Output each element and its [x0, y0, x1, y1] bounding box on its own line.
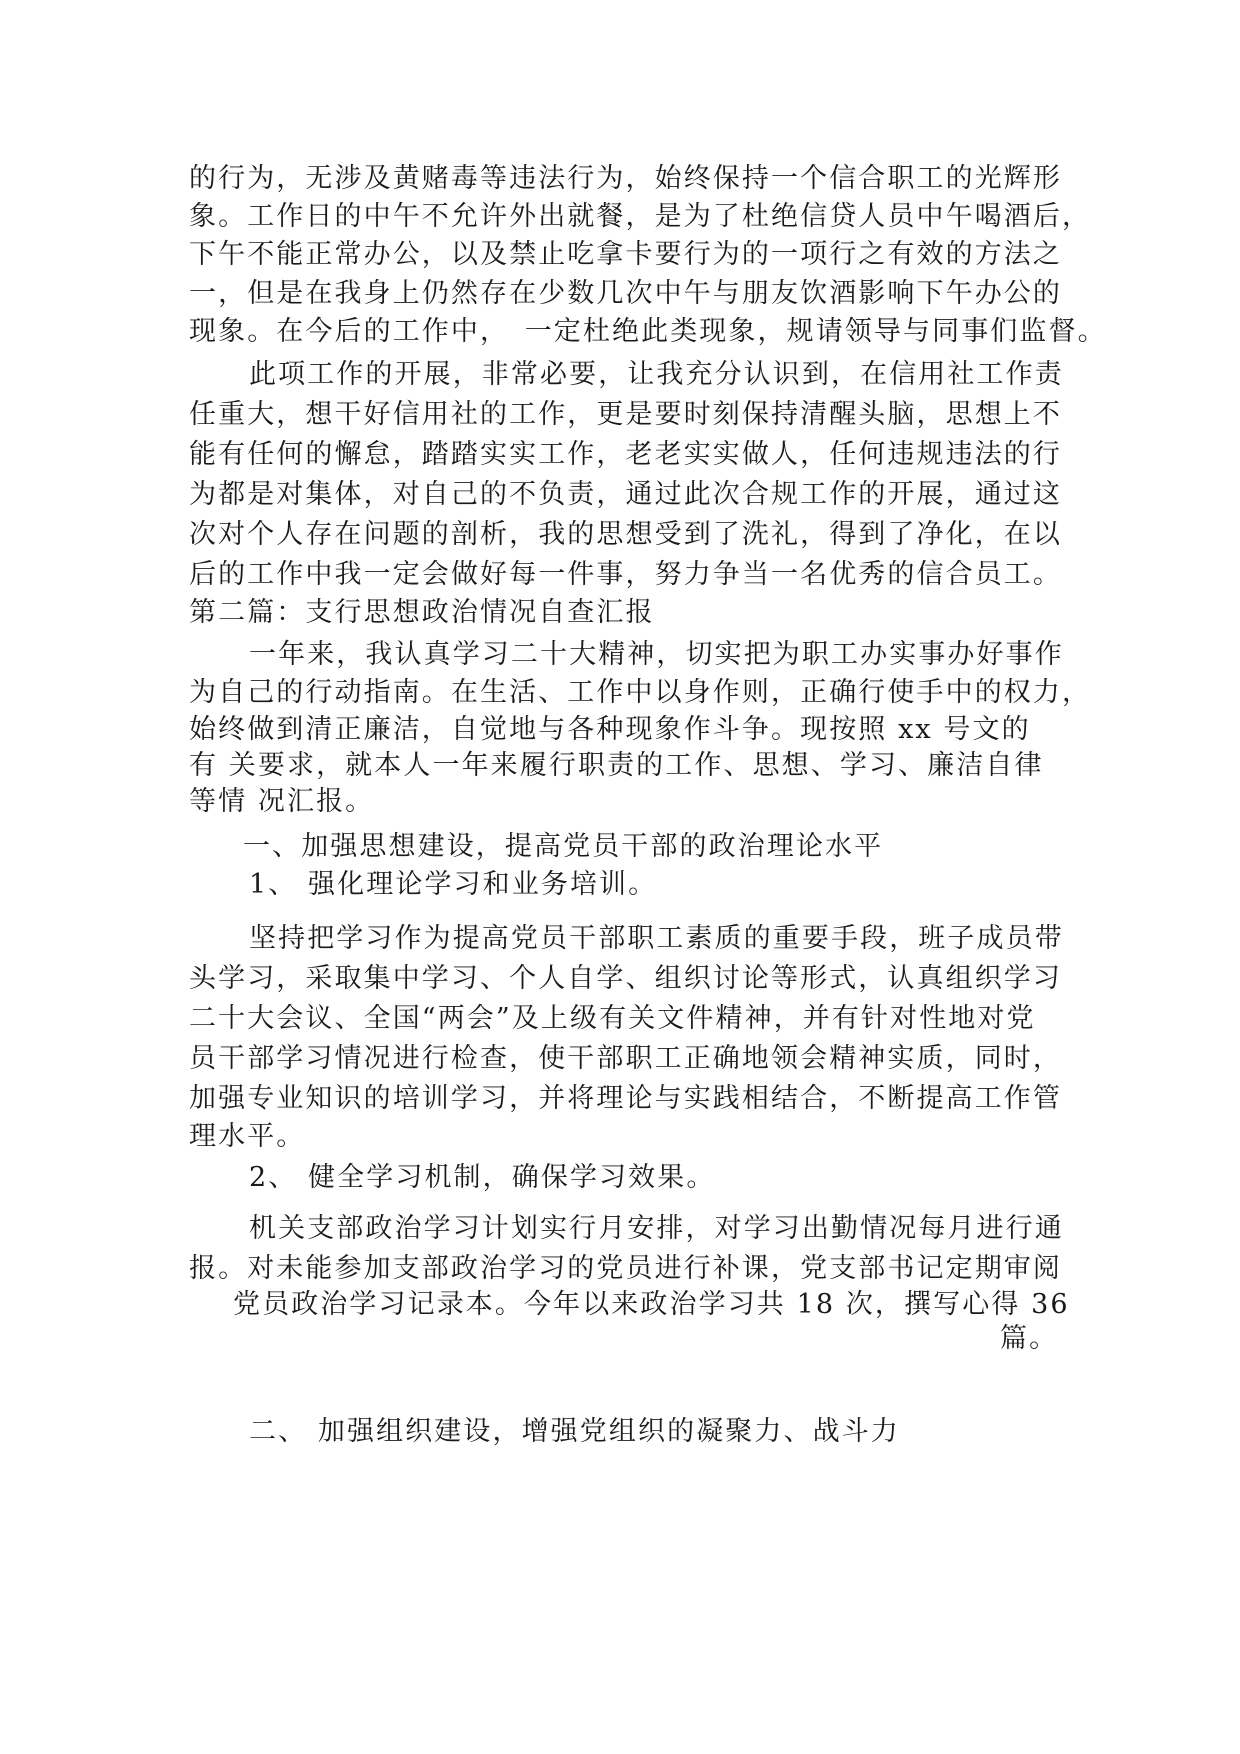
- paragraph-line: 有 关要求，就本人一年来履行职责的工作、思想、学习、廉洁自律: [189, 750, 1044, 781]
- paragraph-line: 为自己的行动指南。在生活、工作中以身作则，正确行使手中的权力，: [189, 677, 1092, 708]
- paragraph-line: 坚持把学习作为提高党员干部职工素质的重要手段，班子成员带: [249, 923, 1064, 954]
- paragraph-line: 次对个人存在问题的剖析，我的思想受到了洗礼，得到了净化，在以: [189, 519, 1062, 550]
- paragraph-line: 此项工作的开展，非常必要，让我充分认识到，在信用社工作责: [249, 359, 1064, 390]
- paragraph-line: 始终做到清正廉洁，自觉地与各种现象作斗争。现按照 xx 号文的: [189, 714, 1031, 745]
- paragraph-line: 任重大，想干好信用社的工作，更是要时刻保持清醒头脑，思想上不: [189, 399, 1062, 430]
- paragraph-line: 篇。: [1000, 1323, 1059, 1354]
- paragraph-line: 象。工作日的中午不允许外出就餐，是为了杜绝信贷人员中午喝酒后，: [189, 201, 1092, 232]
- paragraph-line: 二十大会议、全国“两会”及上级有关文件精神，并有针对性地对党: [189, 1003, 1036, 1034]
- paragraph-line: 报。对未能参加支部政治学习的党员进行补课，党支部书记定期审阅: [189, 1253, 1062, 1284]
- paragraph-line: 下午不能正常办公，以及禁止吃拿卡要行为的一项行之有效的方法之: [189, 239, 1062, 270]
- paragraph-line: 的行为，无涉及黄赌毒等违法行为，始终保持一个信合职工的光辉形: [189, 163, 1062, 194]
- paragraph-line: 一，但是在我身上仍然存在少数几次中午与朋友饮酒影响下午办公的: [189, 278, 1062, 309]
- paragraph-line: 能有任何的懈怠，踏踏实实工作，老老实实做人，任何违规违法的行: [189, 439, 1062, 470]
- numbered-heading: 1、 强化理论学习和业务培训。: [249, 869, 658, 900]
- paragraph-line: 等情 况汇报。: [189, 786, 375, 817]
- paragraph-line: 现象。在今后的工作中， 一定杜绝此类现象，规请领导与同事们监督。: [189, 316, 1107, 347]
- paragraph-line: 后的工作中我一定会做好每一件事，努力争当一名优秀的信合员工。: [189, 559, 1062, 590]
- paragraph-line: 一年来，我认真学习二十大精神，切实把为职工办实事办好事作: [249, 639, 1064, 670]
- paragraph-line: 加强专业知识的培训学习，并将理论与实践相结合，不断提高工作管: [189, 1083, 1062, 1114]
- subsection-heading: 一、加强思想建设，提高党员干部的政治理论水平: [243, 831, 884, 862]
- paragraph-line: 头学习，采取集中学习、个人自学、组织讨论等形式，认真组织学习: [189, 963, 1062, 994]
- paragraph-line: 员干部学习情况进行检查，使干部职工正确地领会精神实质，同时，: [189, 1043, 1062, 1074]
- paragraph-line: 为都是对集体，对自己的不负责，通过此次合规工作的开展，通过这: [189, 479, 1062, 510]
- section-heading: 第二篇：支行思想政治情况自查汇报: [189, 597, 655, 628]
- paragraph-line: 理水平。: [189, 1121, 306, 1152]
- paragraph-line: 机关支部政治学习计划实行月安排，对学习出勤情况每月进行通: [249, 1213, 1064, 1244]
- subsection-heading: 二、 加强组织建设，增强党组织的凝聚力、战斗力: [249, 1416, 900, 1447]
- paragraph-line: 党员政治学习记录本。今年以来政治学习共 18 次，撰写心得 36: [233, 1289, 1070, 1320]
- numbered-heading: 2、 健全学习机制，确保学习效果。: [249, 1162, 716, 1193]
